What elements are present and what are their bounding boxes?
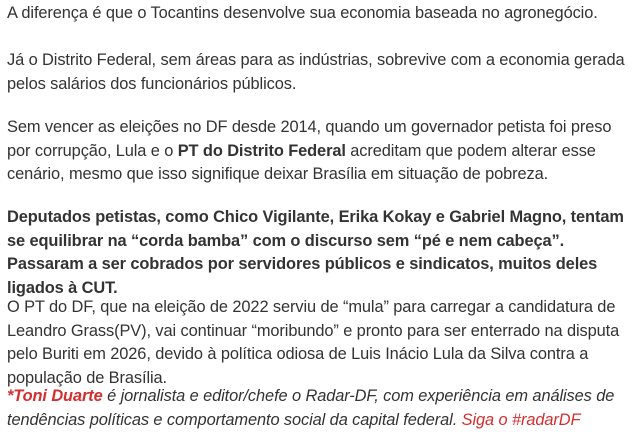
- paragraph-elections: [7, 116, 630, 187]
- author-bio: é jornalista e editor/chefe o Radar-DF, com experiência em análises de tendências políticas e comportamento social da capital federal.: [7, 387, 615, 429]
- author-note: [7, 385, 630, 432]
- paragraph-pt-df: O PT do DF, que na eleição de 2022 serviu de “mula” para carregar a candidatura de Leandro Grass(PV), vai continuar “moribundo” e pronto para ser enterrado na disputa pelo Buriti em 2026, devido à política odiosa de Luis Inácio Lula da Silva contra a população de Brasília.: [7, 298, 620, 387]
- paragraph-elections-text-start: Sem vencer as eleições no DF desde 2014, quando um governador petista foi preso por corrupção, Lula e o: [7, 118, 612, 160]
- follow-radar-df-link[interactable]: Siga o #radarDF: [461, 410, 581, 429]
- paragraph-distrito-federal: Já o Distrito Federal, sem áreas para as indústrias, sobrevive com a economia gerada pelos salários dos funcionários públicos.: [7, 51, 625, 93]
- pt-df-bold-text: PT do Distrito Federal: [177, 141, 346, 160]
- paragraph-elections-text-end: acreditam que podem alterar esse cenário, mesmo que isso signifique deixar Brasília em situação de pobreza.: [7, 141, 596, 183]
- paragraph-economy: A diferença é que o Tocantins desenvolve sua economia baseada no agronegócio.: [7, 4, 598, 22]
- author-name: *Toni Duarte: [7, 387, 103, 405]
- paragraph-deputies-bold: Deputados petistas, como Chico Vigilante, Erika Kokay e Gabriel Magno, tentam se equilibrar na “corda bamba” com o discurso sem “pé e nem cabeça”. Passaram a ser cobrados por servidores públicos e sindicatos, muitos deles ligados à CUT.: [7, 208, 624, 297]
